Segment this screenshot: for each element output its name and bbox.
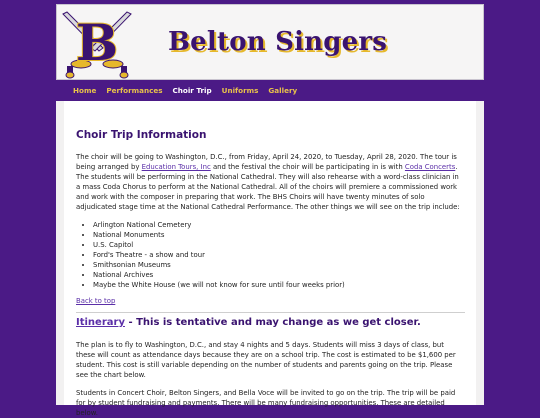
nav-uniforms[interactable]: Uniforms [221, 86, 259, 95]
main-nav [56, 80, 484, 101]
list-item: • U.S. Capitol [93, 240, 465, 250]
page-container [56, 4, 484, 417]
plan-paragraph: The plan is to fly to Washington, D.C., and stay 4 nights and 5 days. Students will miss 3 days of class, but these will count as attendance days because they are on a school trip. The cost is estimated to be $1,600 per student. This cost is still variable depending on the number of students and parents going on the trip. Please see the chart below. [76, 341, 456, 379]
nav-performances[interactable]: Performances [106, 86, 163, 95]
itinerary-heading [76, 318, 465, 328]
list-item: • Smithsonian Museums [93, 260, 465, 270]
list-item: • National Archives [93, 270, 465, 280]
list-item: • Ford's Theatre - a show and tour [93, 250, 465, 260]
itinerary-note: - This is tentative and may change as we get closer. [124, 317, 421, 328]
intro-text-3: . The students will be performing in the National Cathedral. They will also rehearse with a word-class clinician in a mass Coda Chorus to perform at the National Cathedral. All of the choirs will premiere a commissioned work and work with the composer in preparing that work. The BHS Choirs will have twenty minutes of solo adjudicated stage time at the National Cathedral Performance. The other things we will see on the trip include: [76, 163, 460, 211]
nav-gallery[interactable]: Gallery [268, 86, 298, 95]
places-list [93, 220, 465, 290]
coda-concerts-link[interactable]: Coda Concerts [404, 163, 456, 171]
intro-paragraph [76, 152, 465, 212]
intro-text-2: and the festival the choir will be participating in is with [210, 163, 405, 171]
nav-home[interactable]: Home [73, 86, 97, 95]
list-item: • Arlington National Cemetery [93, 220, 465, 230]
site-title: Belton Singers [168, 27, 388, 57]
list-item: • Maybe the White House (we will not know for sure until four weeks prior) [93, 280, 465, 290]
main-content [64, 101, 476, 417]
list-item: • National Monuments [93, 230, 465, 240]
site-banner [56, 4, 484, 80]
svg-text:B: B [75, 13, 119, 72]
back-to-top-link[interactable]: Back to top [76, 297, 116, 305]
belton-b-logo [59, 8, 135, 80]
education-tours-link[interactable]: Education Tours, Inc [141, 163, 211, 171]
intro-text-1: The choir will be going to Washington, D.C., from Friday, April 24, 2020, to Tuesday, April 28, 2020. The tour is being arranged by [76, 153, 457, 171]
page-heading: Choir Trip Information [76, 129, 207, 141]
nav-choir-trip[interactable]: Choir Trip [172, 86, 212, 95]
students-paragraph: Students in Concert Choir, Belton Singers, and Bella Voce will be invited to go on the trip. The trip will be paid for by student fundraising and payments. There will be many fundraising opportunities. These are detailed below. [76, 389, 456, 417]
itinerary-link[interactable]: Itinerary [76, 317, 125, 328]
section-divider [76, 312, 465, 313]
